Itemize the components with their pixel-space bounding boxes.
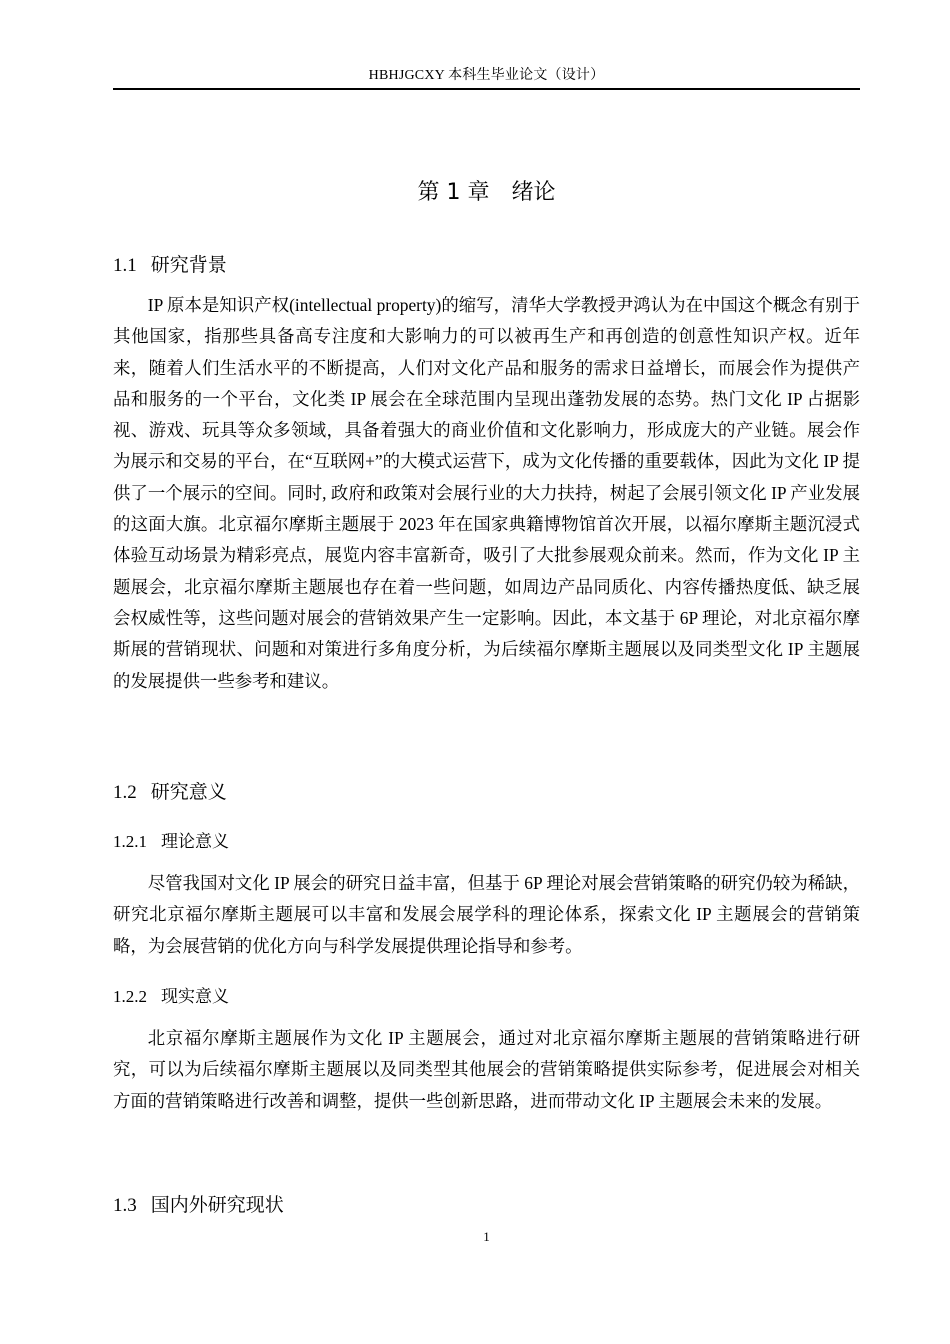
section-heading-1-2 <box>113 778 227 807</box>
subsection-title: 现实意义 <box>161 987 229 1007</box>
subsection-number: 1.2.2 <box>113 987 147 1006</box>
chapter-title: 第 1 章 绪论 <box>417 180 556 205</box>
header-rule <box>113 88 860 90</box>
subsection-title: 理论意义 <box>161 832 229 852</box>
page-number: 1 <box>483 1229 490 1244</box>
section-heading-1-1 <box>113 251 227 280</box>
section-title: 国内外研究现状 <box>150 1194 284 1216</box>
section-number: 1.2 <box>113 782 137 803</box>
section-title: 研究背景 <box>150 254 227 276</box>
section-number: 1.1 <box>113 255 137 276</box>
subsection-number: 1.2.1 <box>113 832 147 851</box>
paragraph-research-background: IP 原本是知识产权(intellectual property)的缩写，清华大学教授尹鸿认为在中国这个概念有别于其他国家，指那些具备高专注度和大影响力的可以被再生产和再创造的创意性知识产权。近年来，随着人们生活水平的不断提高，人们对文化产品和服务的需求日益增长，而展会作为提供产品和服务的一个平台，文化类 IP 展会在全球范围内呈现出蓬勃发展的态势。热门文化 IP 占据影视、游戏、玩具等众多领域，具备着强大的商业价值和文化影响力，形成庞大的产业链。展会作为展示和交易的平台，在“互联网+”的大模式运营下，成为文化传播的重要载体，因此为文化 IP 提供了一个展示的空间。同时, 政府和政策对会展行业的大力扶持，树起了会展引领文化 IP 产业发展的这面大旗。北京福尔摩斯主题展于 2023 年在国家典籍博物馆首次开展，以福尔摩斯主题沉浸式体验互动场景为精彩亮点，展览内容丰富新奇，吸引了大批参展观众前来。然而，作为文化 IP 主题展会，北京福尔摩斯主题展也存在着一些问题，如周边产品同质化、内容传播热度低、缺乏展会权威性等，这些问题对展会的营销效果产生一定影响。因此，本文基于 6P 理论，对北京福尔摩斯展的营销现状、问题和对策进行多角度分析，为后续福尔摩斯主题展以及同类型文化 IP 主题展的发展提供一些参考和建议。 <box>113 295 860 691</box>
section-number: 1.3 <box>113 1195 137 1216</box>
paragraph-theoretical-significance: 尽管我国对文化 IP 展会的研究日益丰富，但基于 6P 理论对展会营销策略的研究仍较为稀缺，研究北京福尔摩斯主题展可以丰富和发展会展学科的理论体系，探索文化 IP 主题展会的营销策略，为会展营销的优化方向与科学发展提供理论指导和参考。 <box>113 873 860 956</box>
subsection-heading-1-2-2 <box>113 984 229 1010</box>
paragraph-practical-significance: 北京福尔摩斯主题展作为文化 IP 主题展会，通过对北京福尔摩斯主题展的营销策略进行研究，可以为后续福尔摩斯主题展以及同类型其他展会的营销策略提供实际参考，促进展会对相关方面的营销策略进行改善和调整，提供一些创新思路，进而带动文化 IP 主题展会未来的发展。 <box>113 1028 860 1111</box>
subsection-heading-1-2-1 <box>113 829 229 855</box>
section-heading-1-3 <box>113 1191 284 1220</box>
running-header: HBHJGCXY 本科生毕业论文（设计） <box>368 68 605 83</box>
section-title: 研究意义 <box>150 781 227 803</box>
